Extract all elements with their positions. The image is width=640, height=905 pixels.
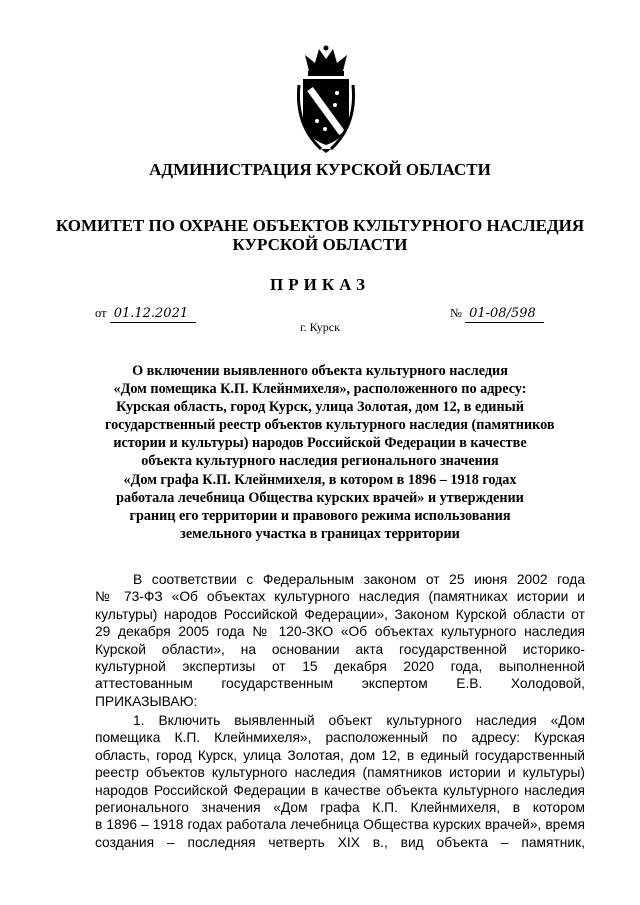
title-line: истории и культуры) народов Российской Федерации в качестве — [113, 435, 527, 452]
order-heading: ПРИКАЗ — [270, 275, 370, 294]
administration-heading: АДМИНИСТРАЦИЯ КУРСКОЙ ОБЛАСТИ — [149, 160, 491, 179]
order-title — [105, 362, 555, 543]
title-line: земельного участка в границах территории — [180, 525, 460, 542]
title-line: государственный реестр объектов культурного наследия (памятников — [105, 417, 555, 434]
item-1-paragraph — [95, 712, 585, 851]
paragraph-line: аттестованным государственным экспертом Е.В. Холодовой, — [95, 676, 585, 692]
preamble-paragraph — [95, 571, 585, 710]
committee-heading — [0, 216, 640, 254]
date-prefix: от — [95, 306, 107, 320]
order-keyword: ПРИКАЗЫВАЮ: — [95, 693, 198, 709]
paragraph-line: культуры) народов Российской Федерации», Законом Курской области от — [95, 606, 585, 622]
paragraph-line: в 1896 – 1918 годах работала лечебница Общества курских врачей», время — [95, 817, 585, 833]
title-line: Курская область, город Курск, улица Золотая, дом 12, в единый — [116, 399, 524, 416]
city-label: г. Курск — [300, 320, 340, 334]
paragraph-line: 1. Включить выявленный объект культурного наследия «Дом — [133, 713, 585, 728]
paragraph-line: В соответствии с Федеральным законом от 25 июня 2002 года — [133, 572, 585, 587]
title-line: границ его территории и правового режима использования — [129, 507, 511, 524]
paragraph-line: реестр объектов культурного наследия (памятников истории и культуры) — [95, 765, 585, 781]
title-line: «Дом графа К.П. Клейнмихеля, в котором в 1896 – 1918 годах — [123, 471, 517, 488]
title-line: «Дом помещика К.П. Клейнмихеля», расположенного по адресу: — [113, 381, 527, 398]
paragraph-line: помещика К.П. Клейнмихеля», расположенный по адресу: Курская — [95, 730, 585, 746]
paragraph-line: № 73-ФЗ «Об объектах культурного наследия (памятниках истории и — [95, 589, 585, 605]
paragraph-line: культурной экспертизы от 15 декабря 2020 года, выполненной — [95, 659, 585, 675]
paragraph-line: область, город Курск, улица Золотая, дом 12, в единый государственный — [95, 747, 585, 763]
paragraph-line: 29 декабря 2005 года № 120-ЗКО «Об объектах культурного наследия — [95, 624, 585, 640]
kursk-coat-of-arms-icon — [295, 45, 357, 155]
title-line: О включении выявленного объекта культурного наследия — [132, 363, 508, 379]
paragraph-line: создания – последняя четверть XIX в., вид объекта – памятник, — [95, 834, 585, 850]
date-value: 01.12.2021 — [110, 306, 196, 323]
number-prefix: № — [450, 306, 462, 320]
committee-heading-line: КОМИТЕТ ПО ОХРАНЕ ОБЪЕКТОВ КУЛЬТУРНОГО НАСЛЕДИЯ — [55, 216, 585, 235]
title-line: объекта культурного наследия регионального значения — [141, 453, 499, 470]
paragraph-line: народов Российской Федерации в качестве объекта культурного наследия — [95, 782, 585, 798]
number-value: 01-08/598 — [465, 306, 544, 323]
committee-heading-line: КУРСКОЙ ОБЛАСТИ — [232, 235, 408, 254]
paragraph-line: Курской области», на основании акта государственной историко- — [95, 641, 585, 657]
title-line: работала лечебница Общества курских врачей» и утверждении — [116, 489, 524, 506]
paragraph-line: регионального значения «Дом графа К.П. Клейнмихеля, в котором — [95, 800, 585, 816]
